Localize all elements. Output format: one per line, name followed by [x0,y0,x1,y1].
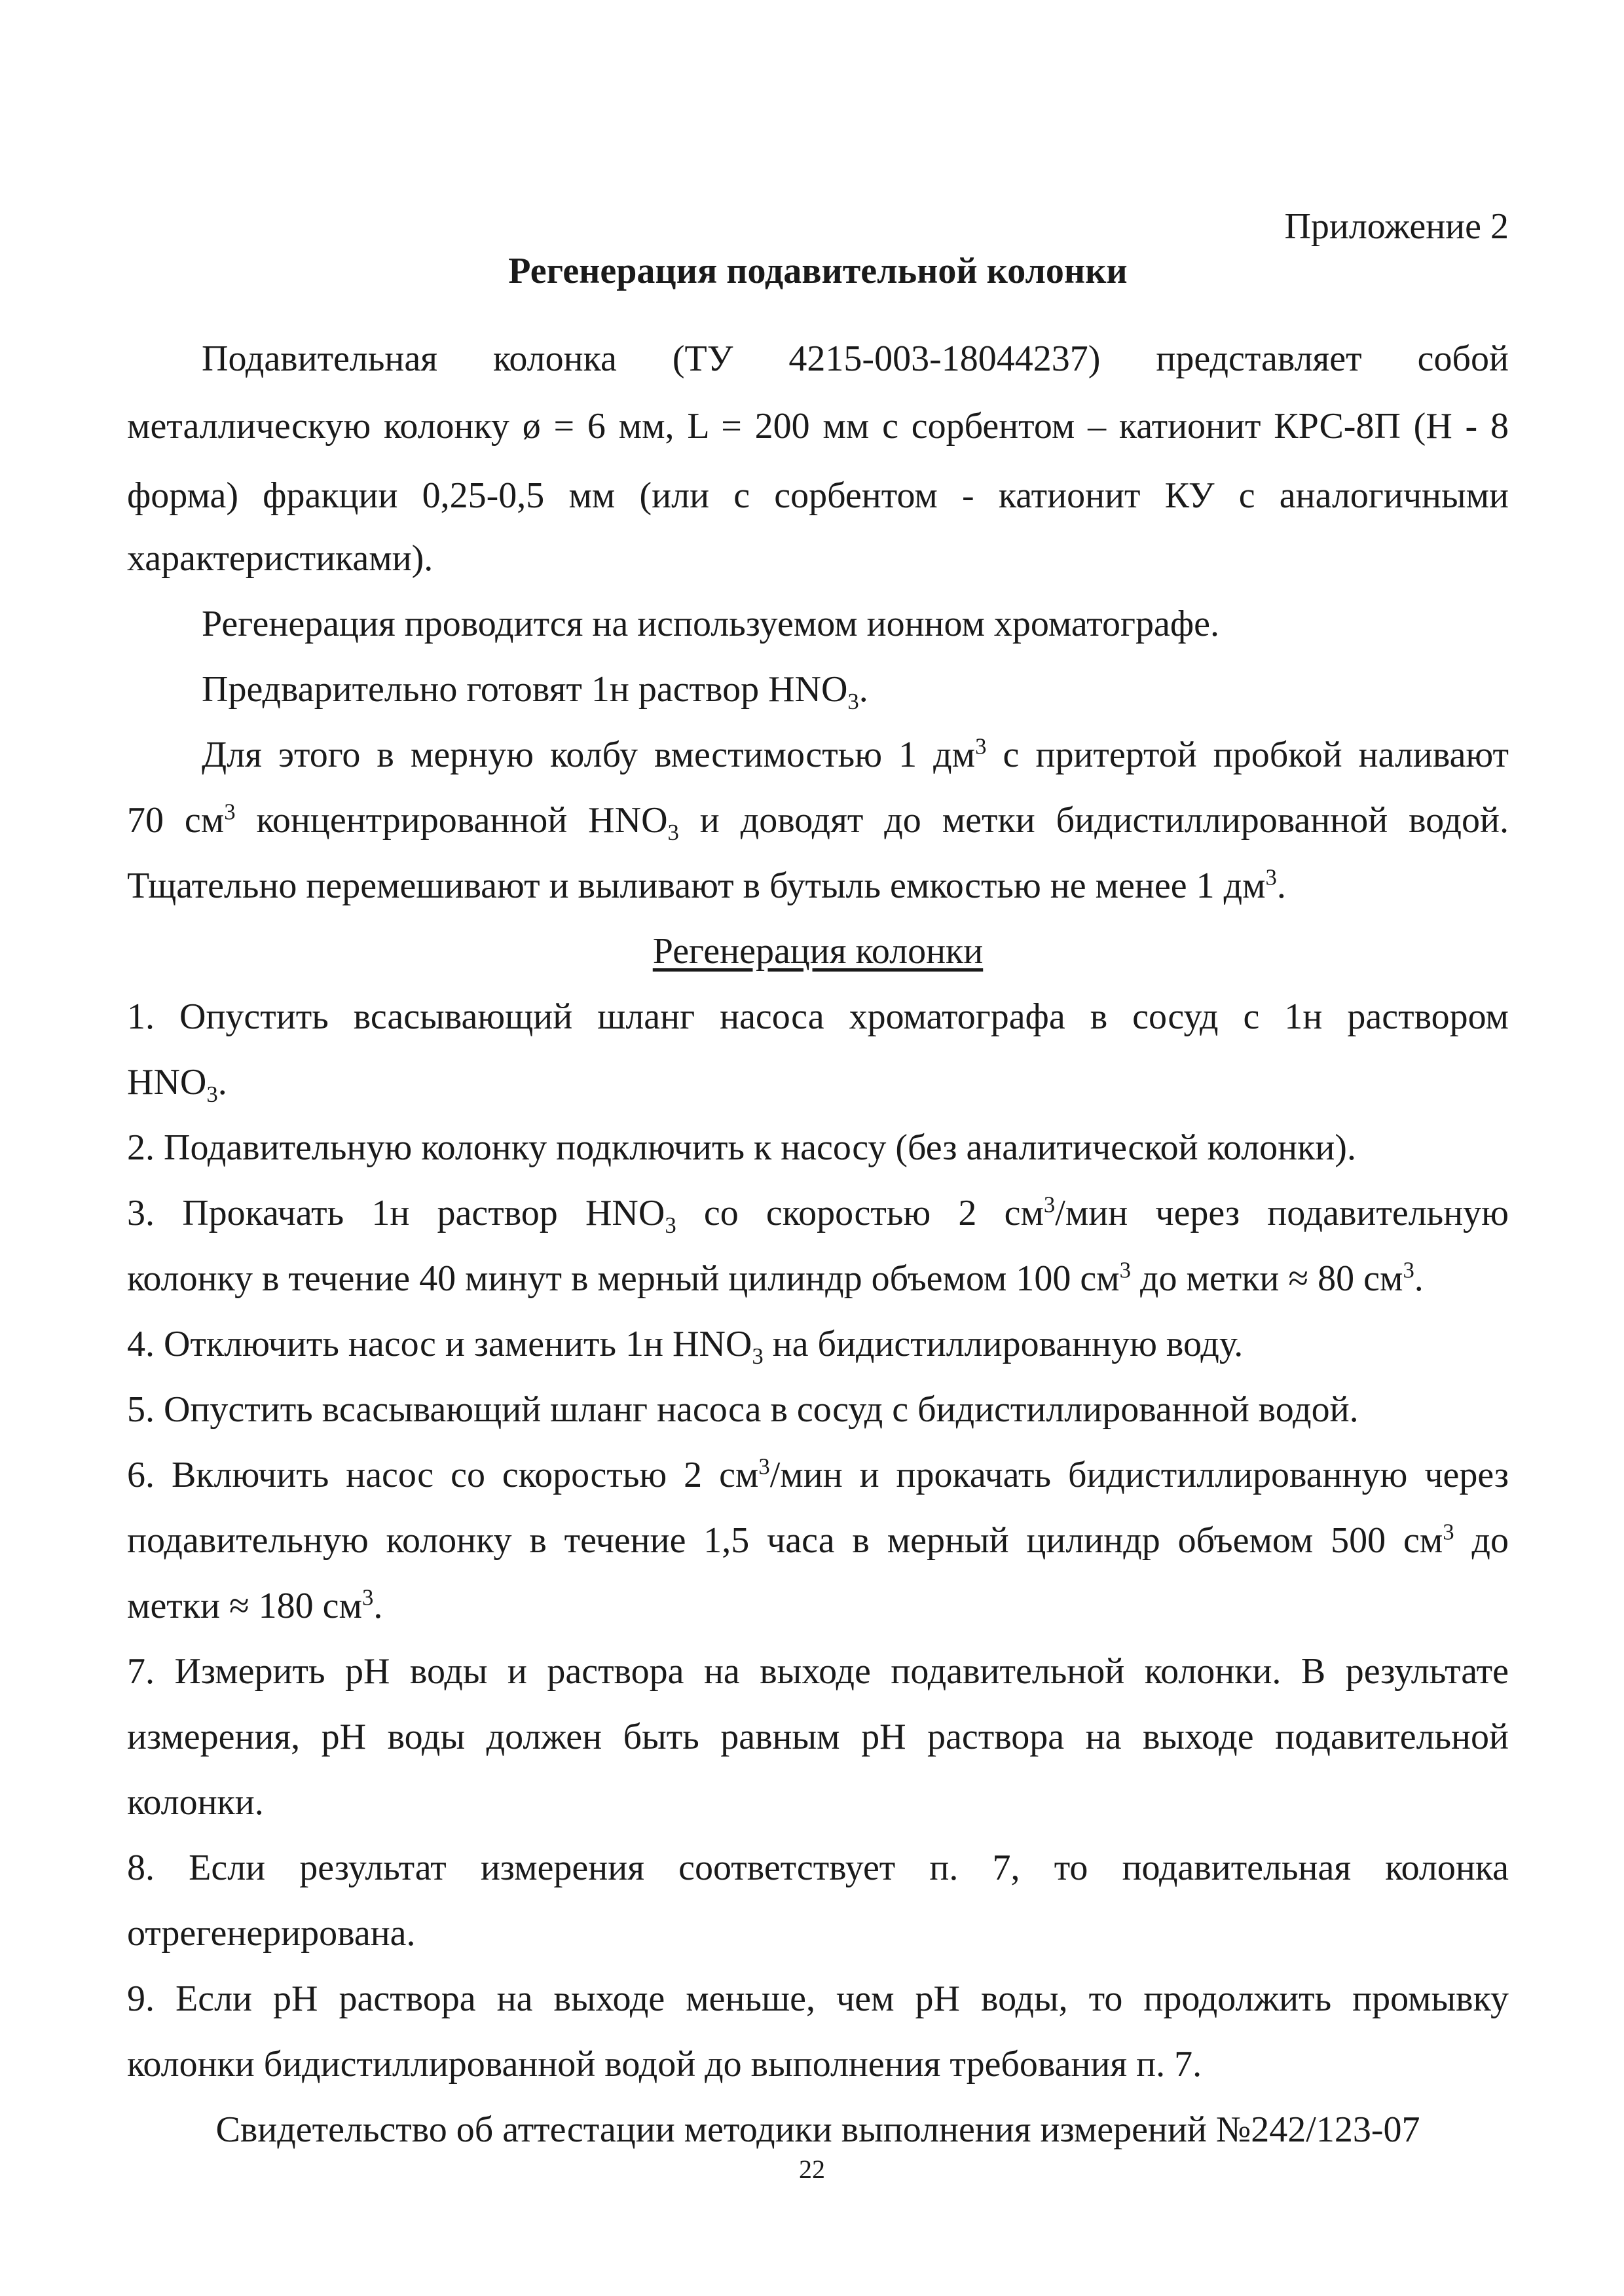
paragraph-procedure-line-3 [127,864,1509,907]
text-span: метки ≈ 180 см [127,1586,362,1626]
section-title-text: Регенерация колонки [652,931,984,972]
text-span: до [1454,1520,1509,1561]
text-span: . [1414,1258,1424,1299]
step-9-line-1: 9. Если pH раствора на выходе меньше, чем pH воды, то продолжить промывку [127,1978,1509,2019]
step-7-line-1: 7. Измерить pH воды и раствора на выходе подавительной колонки. В результате [127,1651,1509,1692]
subscript: 3 [847,689,859,715]
text-span: со скоростью 2 см [676,1193,1044,1233]
text-span: . [1276,866,1286,906]
superscript: 3 [1119,1257,1131,1283]
text-span: . [858,669,868,710]
section-title [127,930,1509,973]
paragraph-prepare [202,668,1583,715]
step-8-line-2: отрегенерирована. [127,1913,416,1954]
step-4 [127,1322,1509,1370]
paragraph-procedure-line-2 [127,799,1509,846]
paragraph-regeneration: Регенерация проводится на используемом ионном хроматографе. [202,604,1219,644]
superscript: 3 [1403,1257,1414,1283]
step-7-line-2: измерения, pH воды должен быть равным pH раствора на выходе подавительной [127,1717,1509,1757]
text-span: подавительную колонку в течение 1,5 часа в мерный цилиндр объемом 500 см [127,1520,1443,1561]
text-span: на бидистиллированную воду. [763,1324,1244,1364]
step-9-line-2: колонки бидистиллированной водой до выполнения требования п. 7. [127,2044,1202,2085]
text-span: колонку в течение 40 минут в мерный цилиндр объемом 100 см [127,1258,1120,1299]
step-1-line-2 [127,1061,1509,1108]
subscript: 3 [206,1082,218,1108]
text-span: . [217,1062,227,1102]
intro-line-3: форма) фракции 0,25-0,5 мм (или с сорбентом - катионит КУ с аналогичными [127,475,1509,516]
text-span: концентрированной HNO [235,800,668,841]
intro-line-4: характеристиками). [127,538,434,579]
text-span: Предварительно готовят 1н раствор HNO [202,669,848,710]
step-1-line-1: 1. Опустить всасывающий шланг насоса хроматографа в сосуд с 1н раствором [127,996,1509,1037]
superscript: 3 [1043,1192,1056,1218]
superscript: 3 [361,1584,374,1611]
text-span: Для этого в мерную колбу вместимостью 1 дм [202,735,976,775]
text-span: 6. Включить насос со скоростью 2 см [127,1455,759,1495]
text-span: 3. Прокачать 1н раствор HNO [127,1193,665,1233]
document-title: Регенерация подавительной колонки [508,251,1128,291]
intro-line-1: Подавительная колонка (ТУ 4215-003-18044237) представляет собой [202,338,1509,379]
superscript: 3 [758,1453,770,1480]
step-6-line-3 [127,1584,1509,1628]
certificate-footer: Свидетельство об аттестации методики выполнения измерений №242/123-07 [215,2109,1420,2150]
appendix-label: Приложение 2 [1284,206,1509,247]
text-span: до метки ≈ 80 см [1130,1258,1403,1299]
text-span: с притертой пробкой наливают [986,735,1509,775]
subscript: 3 [752,1343,764,1370]
superscript: 3 [975,733,987,759]
step-3-line-1 [127,1192,1509,1239]
paragraph-procedure-line-1 [202,733,1509,776]
text-span: HNO [127,1062,207,1102]
step-5: 5. Опустить всасывающий шланг насоса в сосуд с бидистиллированной водой. [127,1389,1359,1430]
step-2: 2. Подавительную колонку подключить к насосу (без аналитической колонки). [127,1127,1356,1168]
step-7-line-3: колонки. [127,1782,264,1823]
text-span: и доводят до метки бидистиллированной водой. [678,800,1509,841]
step-8-line-1: 8. Если результат измерения соответствует п. 7, то подавительная колонка [127,1848,1509,1888]
text-span: /мин и прокачать бидистиллированную через [769,1455,1509,1495]
text-span: /мин через подавительную [1055,1193,1509,1233]
step-6-line-1 [127,1453,1509,1497]
step-6-line-2 [127,1519,1509,1562]
subscript: 3 [667,820,679,846]
step-3-line-2 [127,1257,1509,1300]
subscript: 3 [665,1212,676,1239]
text-span: 4. Отключить насос и заменить 1н HNO [127,1324,752,1364]
text-span: Тщательно перемешивают и выливают в бутыль емкостью не менее 1 дм [127,866,1266,906]
page-number: 22 [799,2155,825,2184]
text-span: 70 см [127,800,225,841]
intro-line-2: металлическую колонку ø = 6 мм, L = 200 мм с сорбентом – катионит КРС-8П (Н - 8 [127,406,1509,446]
superscript: 3 [224,799,236,825]
superscript: 3 [1443,1519,1454,1545]
superscript: 3 [1265,864,1277,890]
text-span: . [373,1586,383,1626]
